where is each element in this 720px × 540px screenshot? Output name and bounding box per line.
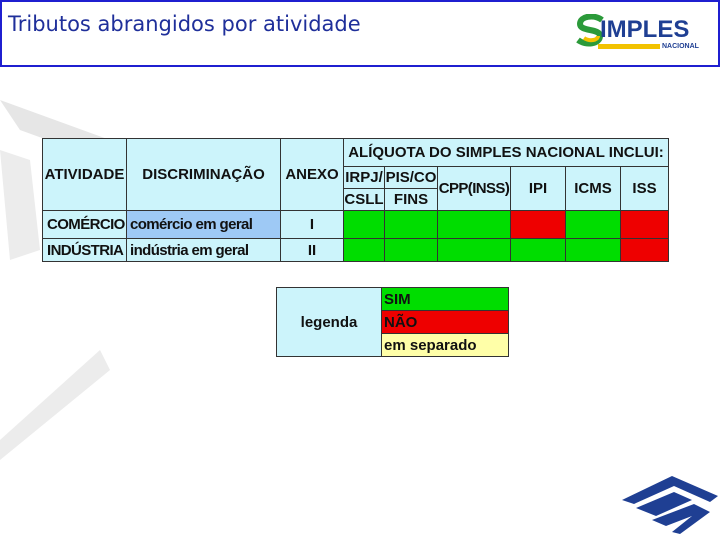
logo-yellow-bar — [598, 44, 660, 49]
table-row — [43, 239, 669, 262]
header-pis-line1: PIS/CO — [385, 167, 438, 189]
tax-table — [42, 138, 669, 262]
receita-federal-emblem-icon — [622, 474, 718, 536]
row-anexo: II — [281, 239, 344, 262]
header-atividade: ATIVIDADE — [43, 139, 127, 211]
row-discriminacao: indústria em geral — [127, 239, 281, 262]
table-row — [43, 211, 669, 239]
status-cell — [566, 211, 621, 239]
row-discriminacao: comércio em geral — [127, 211, 281, 239]
header-icms: ICMS — [566, 167, 621, 211]
status-cell — [511, 211, 566, 239]
header-anexo: ANEXO — [281, 139, 344, 211]
status-cell — [344, 239, 385, 262]
status-cell — [511, 239, 566, 262]
row-atividade: COMÉRCIO — [43, 211, 127, 239]
legend-item-nao: NÃO — [382, 311, 509, 334]
status-cell — [621, 211, 669, 239]
header-aliquota: ALÍQUOTA DO SIMPLES NACIONAL INCLUI: — [344, 139, 669, 167]
slide-title: Tributos abrangidos por atividade — [8, 12, 361, 36]
status-cell — [385, 211, 438, 239]
header-discriminacao: DISCRIMINAÇÃO — [127, 139, 281, 211]
row-anexo: I — [281, 211, 344, 239]
status-cell — [621, 239, 669, 262]
row-atividade: INDÚSTRIA — [43, 239, 127, 262]
status-cell — [438, 239, 511, 262]
status-cell — [566, 239, 621, 262]
simples-nacional-logo — [576, 14, 716, 54]
legend-label: legenda — [277, 288, 382, 357]
header-pis-line2: FINS — [385, 189, 438, 211]
status-cell — [385, 239, 438, 262]
legend-item-sim: SIM — [382, 288, 509, 311]
header-irpj-line2: CSLL — [344, 189, 385, 211]
header-iss: ISS — [621, 167, 669, 211]
logo-wordmark: IMPLES — [600, 16, 690, 43]
logo-subtitle: NACIONAL — [662, 43, 699, 50]
legend-table — [276, 287, 509, 357]
status-cell — [438, 211, 511, 239]
legend-item-em-separado: em separado — [382, 334, 509, 357]
header-cpp: CPP(INSS) — [438, 167, 511, 211]
status-cell — [344, 211, 385, 239]
slide-header — [0, 0, 720, 67]
header-ipi: IPI — [511, 167, 566, 211]
header-irpj-line1: IRPJ/ — [344, 167, 385, 189]
